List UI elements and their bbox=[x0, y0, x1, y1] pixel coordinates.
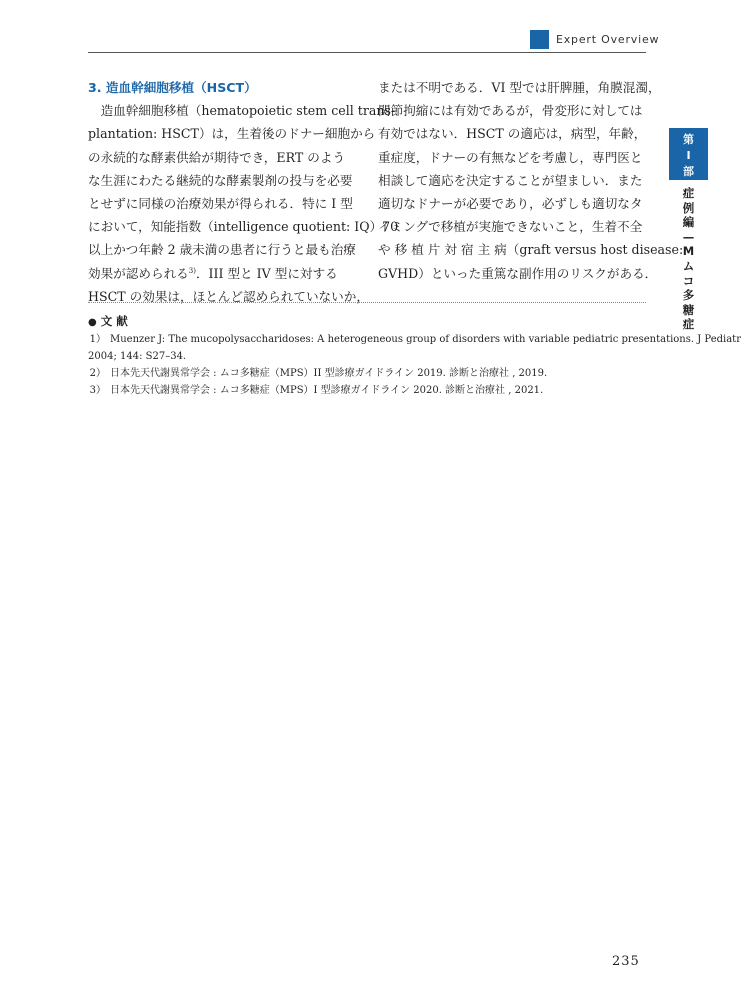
section-label-char: コ bbox=[682, 273, 695, 288]
header-rule bbox=[88, 52, 646, 53]
reference-item bbox=[88, 365, 648, 382]
page-number: 235 bbox=[612, 954, 640, 969]
body-line: 適切なドナーが必要であり，必ずしも適切なタ bbox=[378, 195, 643, 211]
reference-text: Muenzer J: The mucopolysaccharidoses: A heterogeneous group of disorders with variable pediatric presentations. J Pediatr bbox=[110, 334, 741, 345]
body-line: や 移 植 片 対 宿 主 病（graft versus host disease: bbox=[378, 242, 684, 258]
body-line: イミングで移植が実施できないこと，生着不全 bbox=[378, 219, 643, 235]
body-line: 造血幹細胞移植（hematopoietic stem cell trans- bbox=[88, 103, 396, 119]
body-line: 関節拘縮には有効であるが，骨変形に対しては bbox=[378, 103, 643, 119]
references-heading-label: 文 献 bbox=[100, 314, 128, 328]
part-tab bbox=[669, 128, 708, 180]
section-label-char: 糖 bbox=[682, 302, 695, 317]
reference-text: 日本先天代謝異常学会 : ムコ多糖症（MPS）I 型診療ガイドライン 2020. 診断と治療社 , 2021. bbox=[110, 385, 544, 396]
body-line: または不明である．VI 型では肝脾腫，角膜混濁， bbox=[378, 80, 661, 95]
header-marker bbox=[530, 30, 549, 49]
section-label-char: ム bbox=[682, 258, 695, 273]
body-line: の永続的な酵素供給が期待でき，ERT のよう bbox=[88, 149, 346, 165]
section-heading: 3. 造血幹細胞移植（HSCT） bbox=[88, 80, 257, 95]
references-divider bbox=[88, 302, 646, 303]
body-line: 相談して適応を決定することが望ましい．また bbox=[378, 172, 643, 188]
reference-number: 2） bbox=[89, 368, 106, 379]
section-label-char: — bbox=[682, 229, 695, 244]
body-line bbox=[88, 262, 356, 285]
section-label-char: M bbox=[682, 244, 695, 259]
section-label-char: 編 bbox=[682, 215, 695, 230]
bullet-icon: ● bbox=[88, 317, 97, 328]
reference-continuation: 2004; 144: S27–34. bbox=[88, 351, 187, 362]
reference-text: 日本先天代謝異常学会 : ムコ多糖症（MPS）II 型診療ガイドライン 2019. 診断と治療社 , 2019. bbox=[110, 368, 548, 379]
part-tab-char: I bbox=[686, 149, 691, 162]
section-label-char: 症 bbox=[682, 317, 695, 332]
body-line: GVHD）といった重篤な副作用のリスクがある． bbox=[378, 265, 658, 281]
body-text: ．III 型と IV 型に対する bbox=[195, 265, 338, 281]
body-line: 重症度，ドナーの有無などを考慮し，専門医と bbox=[378, 149, 643, 165]
part-tab-char: 部 bbox=[683, 165, 694, 178]
reference-number: 1） bbox=[89, 334, 106, 345]
part-section-label bbox=[669, 186, 708, 332]
body-text: 効果が認められる bbox=[88, 265, 189, 281]
section-label-char: 症 bbox=[682, 186, 695, 200]
right-column bbox=[378, 76, 684, 285]
body-line: 以上かつ年齢 2 歳未満の患者に行うと最も治療 bbox=[88, 242, 356, 258]
reference-item bbox=[88, 331, 741, 348]
body-line: 有効ではない．HSCT の適応は，病型，年齢， bbox=[378, 126, 647, 142]
citation-superscript: 3) bbox=[188, 266, 196, 275]
body-line: において，知能指数（intelligence quotient: IQ）70 bbox=[88, 219, 399, 235]
body-line: とせずに同様の治療効果が得られる．特に I 型 bbox=[88, 195, 353, 211]
body-line: plantation: HSCT）は，生着後のドナー細胞から bbox=[88, 126, 376, 142]
left-column bbox=[88, 76, 399, 308]
section-label-char: 多 bbox=[682, 288, 695, 303]
references-heading bbox=[88, 313, 128, 329]
running-header: Expert Overview bbox=[556, 33, 660, 46]
body-line: な生涯にわたる継続的な酵素製剤の投与を必要 bbox=[88, 172, 353, 188]
part-tab-char: 第 bbox=[683, 133, 694, 146]
body-line: HSCT の効果は，ほとんど認められていないか， bbox=[88, 288, 369, 304]
section-label-char: 例 bbox=[682, 200, 695, 215]
reference-number: 3） bbox=[89, 385, 106, 396]
references-list bbox=[88, 331, 741, 399]
reference-item bbox=[88, 382, 648, 399]
